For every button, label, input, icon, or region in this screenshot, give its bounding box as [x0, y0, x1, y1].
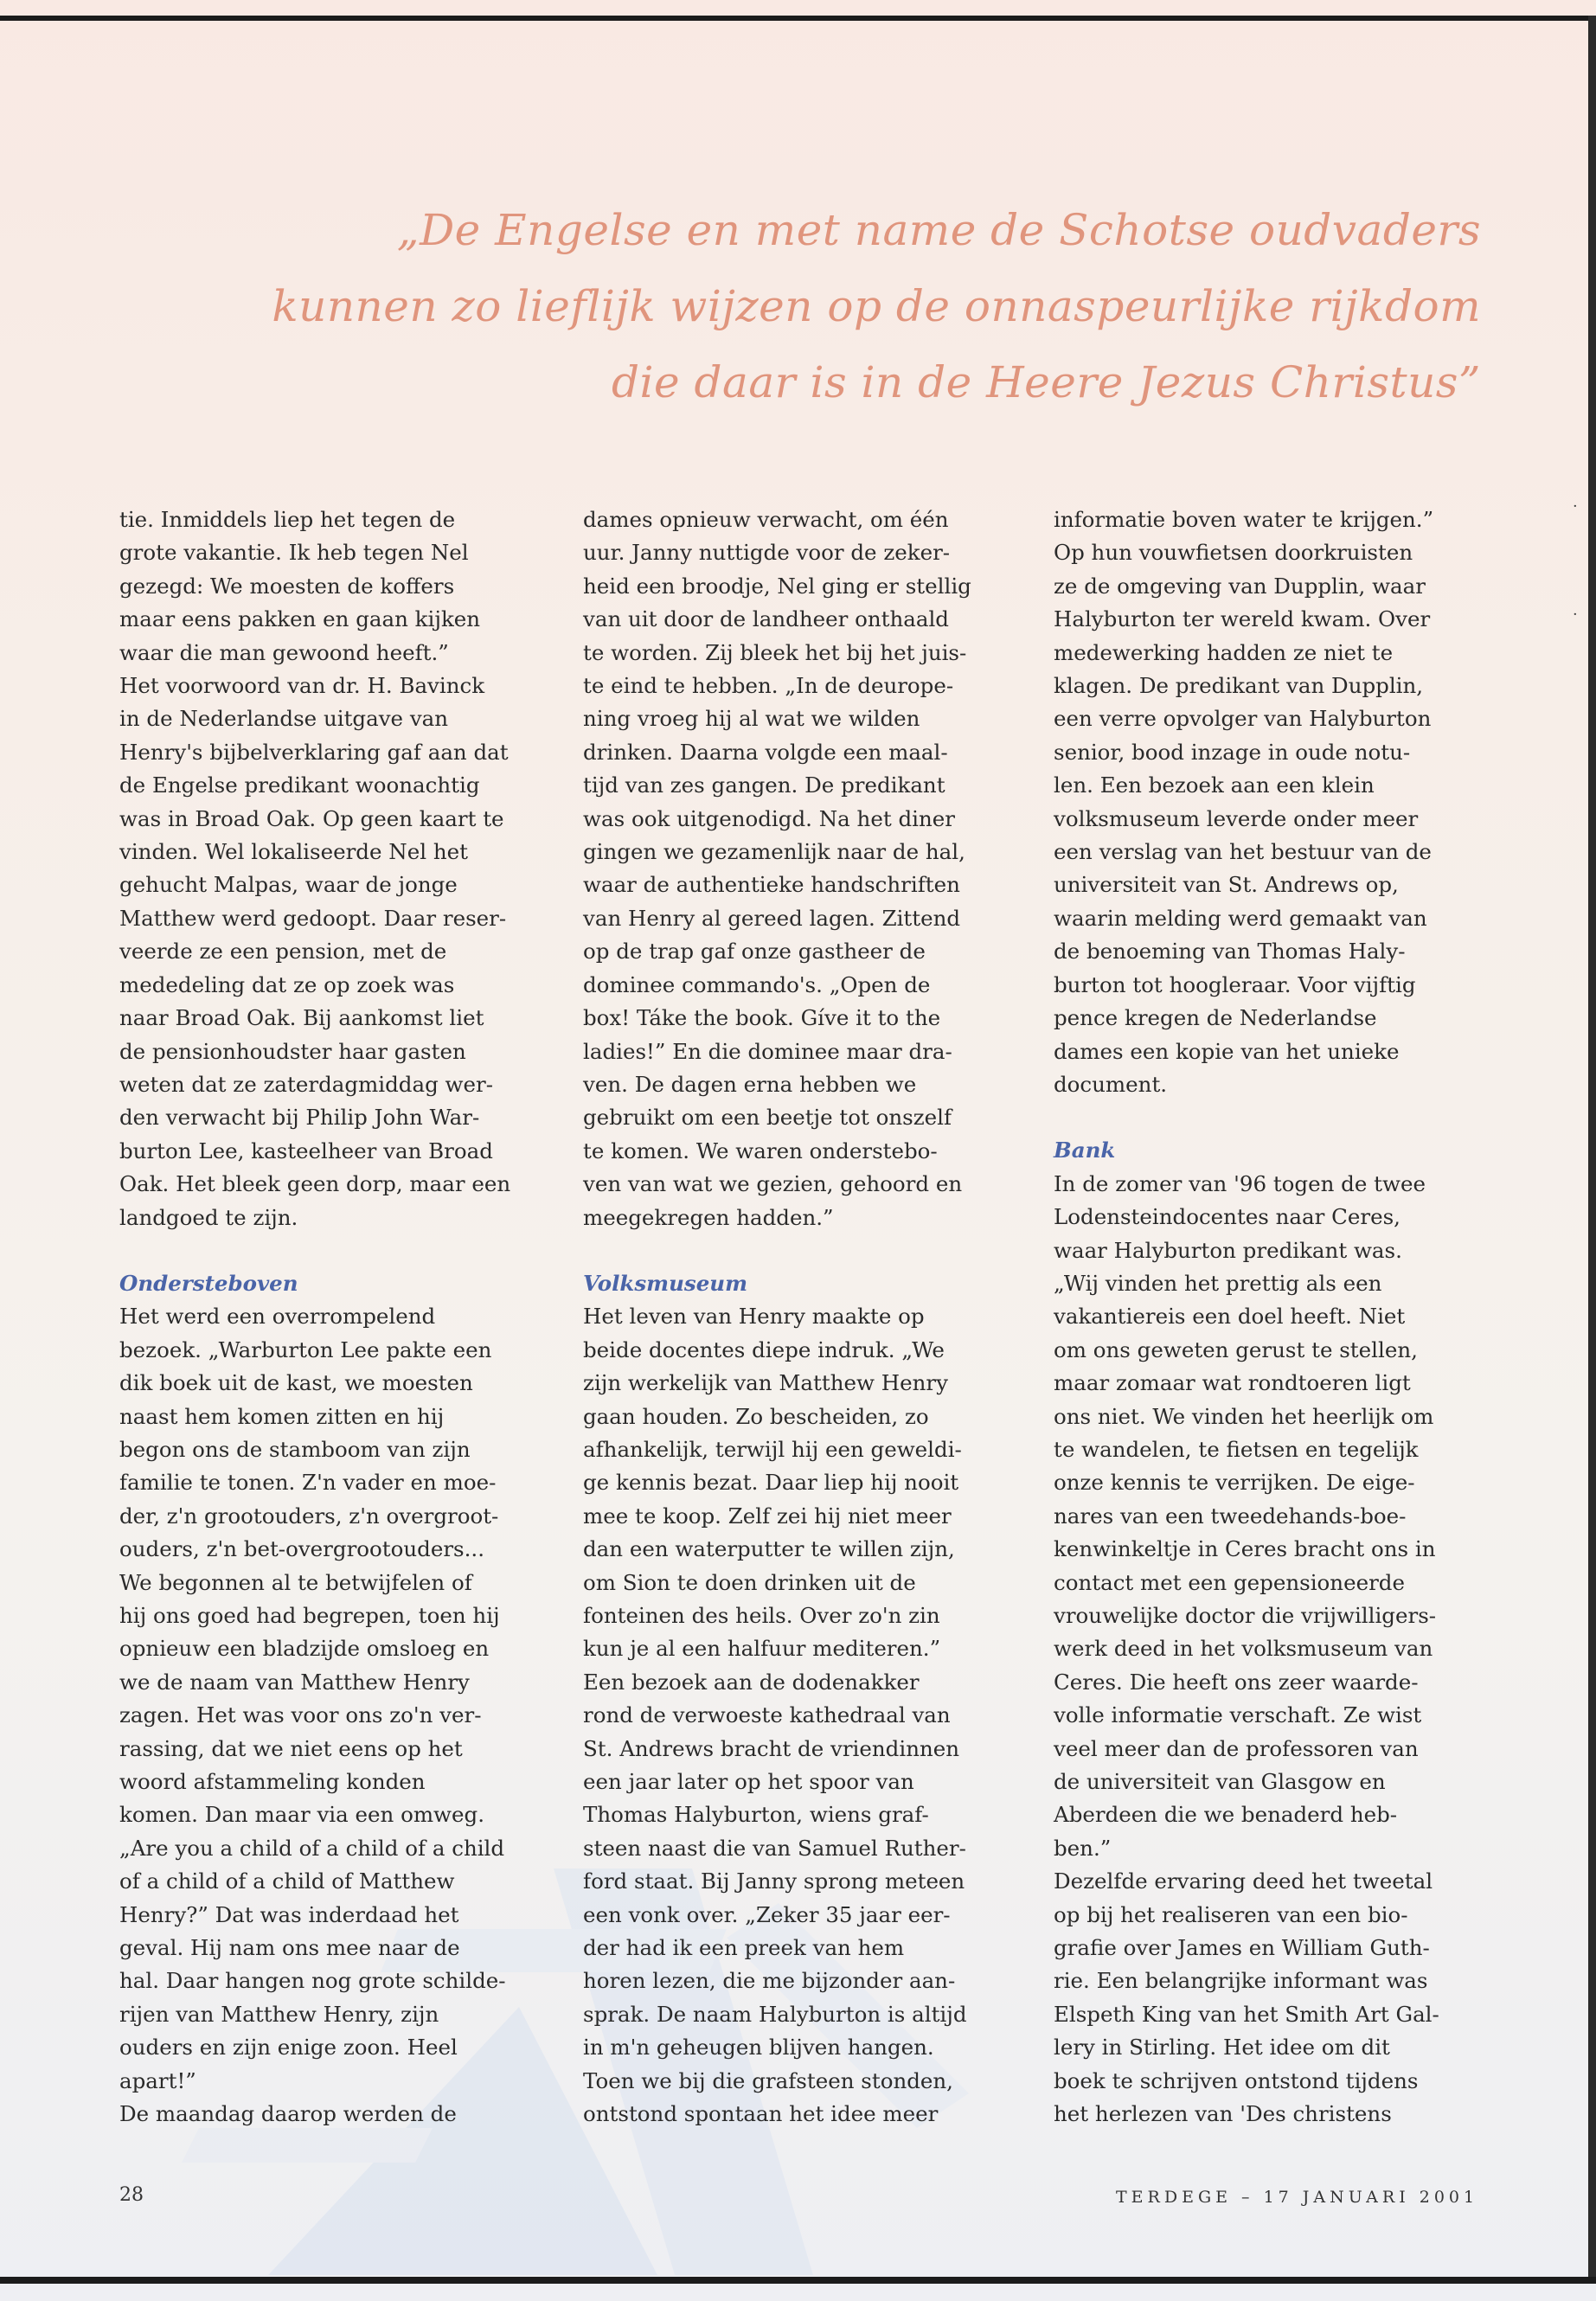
- pull-quote-line-2: kunnen zo lieflijk wijzen op de onnaspeurlijke rijkdom: [272, 281, 1481, 331]
- column-3-paragraph-1: informatie boven water te krijgen.” Op hun vouwfietsen doorkruisten ze de omgeving van Dupplin, waar Halyburton ter wereld kwam. Over medewerking hadden ze niet te klagen. De predikant van Dupplin, een verre opvolger van Halyburton senior, bood inzage in oude notu- len. Een bezoek aan een klein volksmuseum leverde onder meer een verslag van het bestuur van de universiteit van St. Andrews op, waarin melding werd gemaakt van de benoeming van Thomas Haly- burton tot hoogleraar. Voor vijftig pence kregen de Nederlandse dames een kopie van het unieke document.: [1054, 507, 1434, 1097]
- subheading-bank: Bank: [1054, 1138, 1116, 1163]
- pull-quote-line-3: die daar is in de Heere Jezus Christus”: [612, 357, 1481, 407]
- pull-quote: [260, 192, 1481, 420]
- top-border: [0, 16, 1596, 21]
- pull-quote-line-1: „De Engelse en met name de Schotse oudvaders: [396, 205, 1481, 255]
- edge-dot-mark: ·: [1573, 606, 1578, 624]
- subheading-ondersteboven: Ondersteboven: [119, 1270, 298, 1296]
- column-1-paragraph-2: Het werd een overrompelend bezoek. „Warburton Lee pakte een dik boek uit de kast, we moesten naast hem komen zitten en hij begon ons de stamboom van zijn familie te tonen. Z'n vader en moe- der, z'n grootouders, z'n overgroot- ouders, z'n bet-overgrootouders... We begonnen al te betwijfelen of hij ons goed had begrepen, toen hij opnieuw een bladzijde omsloeg en we de naam van Matthew Henry zagen. Het was voor ons zo'n ver- rassing, dat we niet eens op het woord afstammeling konden komen. Dan maar via een omweg. „Are you a child of a child of a child of a child of a child of Matthew Henry?” Dat was inderdaad het geval. Hij nam ons mee naar de hal. Daar hangen nog grote schilde- rijen van Matthew Henry, zijn ouders en zijn enige zoon. Heel apart!” De maandag daarop werden de: [119, 1304, 506, 2127]
- column-2-paragraph-2: Het leven van Henry maakte op beide docentes diepe indruk. „We zijn werkelijk van Matthew Henry gaan houden. Zo bescheiden, zo afhankelijk, terwijl hij een geweldi- ge kennis bezat. Daar liep hij nooit mee te koop. Zelf zei hij niet meer dan een waterputter te willen zijn, om Sion te doen drinken uit de fonteinen des heils. Over zo'n zin kun je al een halfuur mediteren.” Een bezoek aan de dodenakker rond de verwoeste kathedraal van St. Andrews bracht de vriendinnen een jaar later op het spoor van Thomas Halyburton, wiens graf- steen naast die van Samuel Ruther- ford staat. Bij Janny sprong meteen een vonk over. „Zeker 35 jaar eer- der had ik een preek van hem horen lezen, die me bijzonder aan- sprak. De naam Halyburton is altijd in m'n geheugen blijven hangen. Toen we bij die grafsteen stonden, ontstond spontaan het idee meer: [583, 1304, 967, 2127]
- publication-footer: TERDEGE – 17 JANUARI 2001: [1116, 2188, 1479, 2207]
- subheading-volksmuseum: Volksmuseum: [583, 1270, 748, 1296]
- text-column-3: [1054, 503, 1486, 2131]
- text-column-1: [119, 503, 552, 2131]
- column-3-paragraph-2: In de zomer van '96 togen de twee Lodensteindocentes naar Ceres, waar Halyburton predikant was. „Wij vinden het prettig als een vakantiereis een doel heeft. Niet om ons geweten gerust te stellen, maar zomaar wat rondtoeren ligt ons niet. We vinden het heerlijk om te wandelen, te fietsen en tegelijk onze kennis te verrijken. De eige- nares van een tweedehands-boe- kenwinkeltje in Ceres bracht ons in contact met een gepensioneerde vrouwelijke doctor die vrijwilligers- werk deed in het volksmuseum van Ceres. Die heeft ons zeer waarde- volle informatie verschaft. Ze wist veel meer dan de professoren van de universiteit van Glasgow en Aberdeen die we benaderd heb- ben.” Dezelfde ervaring deed het tweetal op bij het realiseren van een bio- grafie over James en William Guth- rie. Een belangrijke informant was Elspeth King van het Smith Art Gal- lery in Stirling. Het idee om dit boek te schrijven ontstond tijdens het herlezen van 'Des christens: [1054, 1170, 1439, 2127]
- bottom-border: [0, 2277, 1596, 2284]
- column-1-paragraph-1: tie. Inmiddels liep het tegen de grote vakantie. Ik heb tegen Nel gezegd: We moesten de koffers maar eens pakken en gaan kijken waar die man gewoond heeft.” Het voorwoord van dr. H. Bavinck in de Nederlandse uitgave van Henry's bijbelverklaring gaf aan dat de Engelse predikant woonachtig was in Broad Oak. Op geen kaart te vinden. Wel lokaliseerde Nel het gehucht Malpas, waar de jonge Matthew werd gedoopt. Daar reser- veerde ze een pension, met de mededeling dat ze op zoek was naar Broad Oak. Bij aankomst liet de pensionhoudster haar gasten weten dat ze zaterdagmiddag wer- den verwacht bij Philip John War- burton Lee, kasteelheer van Broad Oak. Het bleek geen dorp, maar een landgoed te zijn.: [119, 507, 511, 1230]
- edge-dot-mark: ·: [1573, 497, 1578, 516]
- right-border: [1588, 16, 1596, 2284]
- text-column-2: [583, 503, 1016, 2131]
- column-2-paragraph-1: dames opnieuw verwacht, om één uur. Janny nuttigde voor de zeker- heid een broodje, Nel ging er stellig van uit door de landheer onthaald te worden. Zij bleek het bij het juis- te eind te hebben. „In de deurope- ning vroeg hij al wat we wilden drinken. Daarna volgde een maal- tijd van zes gangen. De predikant was ook uitgenodigd. Na het diner gingen we gezamenlijk naar de hal, waar de authentieke handschriften van Henry al gereed lagen. Zittend op de trap gaf onze gastheer de dominee commando's. „Open de box! Táke the book. Gíve it to the ladies!” En die dominee maar dra- ven. De dagen erna hebben we gebruikt om een beetje tot onszelf te komen. We waren onderstebo- ven van wat we gezien, gehoord en meegekregen hadden.”: [583, 507, 971, 1230]
- page-number: 28: [119, 2184, 144, 2206]
